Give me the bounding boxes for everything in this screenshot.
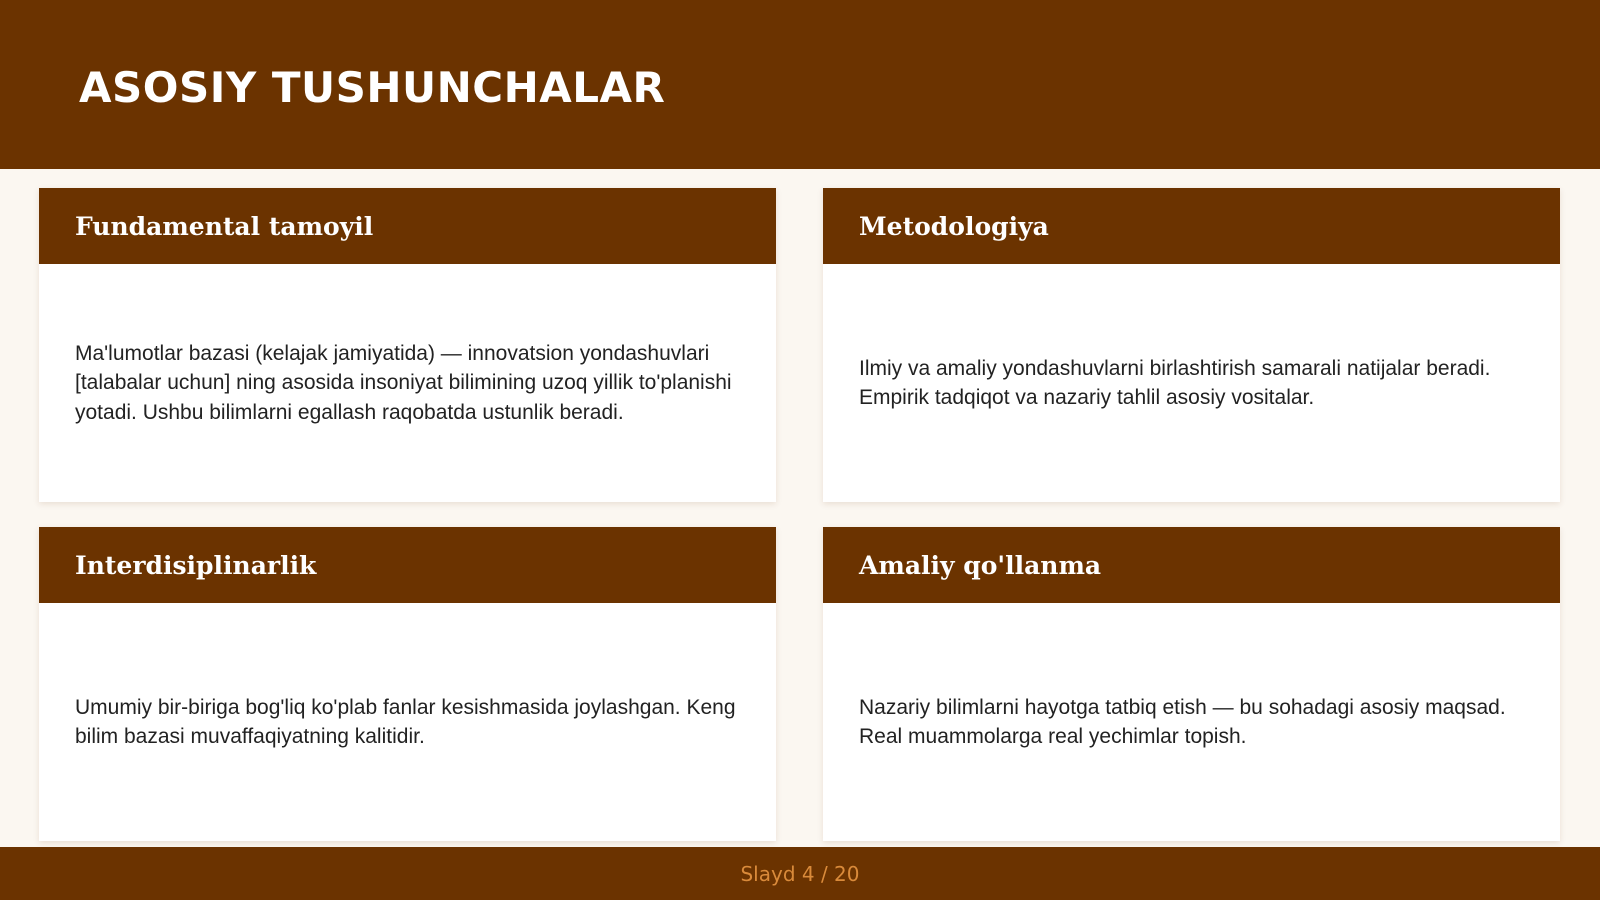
card-body xyxy=(39,264,776,502)
card-body xyxy=(823,603,1560,841)
card-header xyxy=(823,527,1560,603)
card-header xyxy=(39,527,776,603)
concept-card-practical xyxy=(823,527,1560,841)
card-header xyxy=(823,188,1560,264)
card-title: Fundamental tamoyil xyxy=(75,211,374,241)
card-body xyxy=(823,264,1560,502)
card-text: Umumiy bir-biriga bog'liq ko'plab fanlar kesishmasida joylashgan. Keng bilim bazasi muvaffaqiyatning kalitidir. xyxy=(75,695,736,748)
slide-footer xyxy=(0,847,1600,900)
concept-card-methodology xyxy=(823,188,1560,502)
card-text: Ma'lumotlar bazasi (kelajak jamiyatida) — innovatsion yondashuvlari [talabalar uchun] ning asosida insoniyat bilimining uzoq yillik to'planishi yotadi. Ushbu bilimlarni egallash raqobatda ustunlik beradi. xyxy=(75,341,732,424)
concept-card-interdisciplinary xyxy=(39,527,776,841)
slide-header xyxy=(0,0,1600,169)
card-text: Nazariy bilimlarni hayotga tatbiq etish — bu sohadagi asosiy maqsad. Real muammolarga real yechimlar topish. xyxy=(859,695,1506,748)
card-header xyxy=(39,188,776,264)
card-body xyxy=(39,603,776,841)
card-text: Ilmiy va amaliy yondashuvlarni birlashtirish samarali natijalar beradi. Empirik tadqiqot va nazariy tahlil asosiy vositalar. xyxy=(859,356,1491,409)
card-title: Interdisiplinarlik xyxy=(75,550,317,580)
page-title: ASOSIY TUSHUNCHALAR xyxy=(79,63,666,112)
card-title: Amaliy qo'llanma xyxy=(859,550,1102,580)
card-title: Metodologiya xyxy=(859,211,1049,241)
concept-card-fundamental xyxy=(39,188,776,502)
slide-counter: Slayd 4 / 20 xyxy=(740,861,860,886)
